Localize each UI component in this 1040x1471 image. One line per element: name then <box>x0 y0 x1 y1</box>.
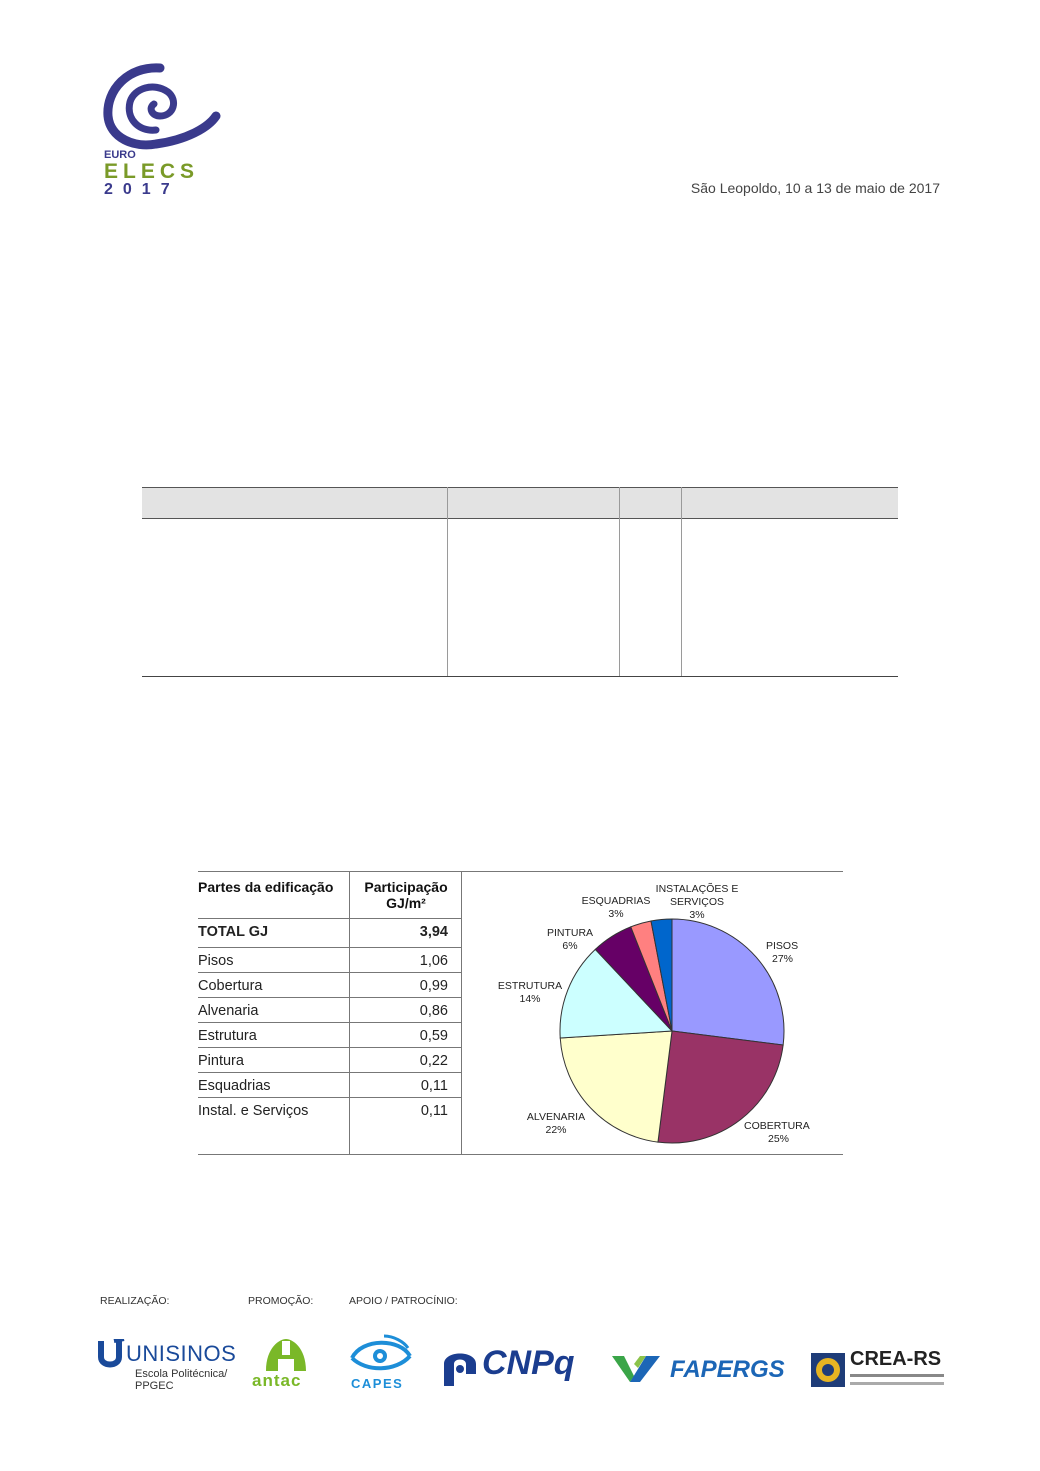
cnpq-emblem-icon <box>438 1342 482 1388</box>
row-name: Instal. e Serviços <box>198 1103 309 1119</box>
antac-logo <box>252 1337 327 1392</box>
table-row <box>198 1072 462 1098</box>
logo-elecs-text: ELECS <box>104 160 200 183</box>
logo-year-text: 2017 <box>104 181 180 198</box>
row-value: 0,99 <box>419 978 448 994</box>
pie-pct-estrutura: 14% <box>519 993 541 1005</box>
row-name: Estrutura <box>198 1028 257 1044</box>
crea-seal-icon <box>810 1352 846 1388</box>
pie-label-pisos: PISOS <box>766 940 799 952</box>
table-row <box>198 1047 462 1073</box>
row-value: 0,11 <box>420 1078 448 1094</box>
event-place-date: São Leopoldo, 10 a 13 de maio de 2017 <box>690 180 940 196</box>
crea-rs-logo <box>810 1350 946 1392</box>
antac-arch-icon <box>264 1337 308 1373</box>
table-row <box>198 972 462 998</box>
header-parts: Partes da edificação <box>198 879 334 895</box>
pie-pct-pisos: 27% <box>772 953 794 965</box>
pie-pct-pintura: 6% <box>562 940 578 952</box>
table-row <box>198 947 462 973</box>
pie-label-instalacoes-l1: INSTALAÇÕES E <box>655 883 739 895</box>
spiral-logo-icon <box>98 48 226 198</box>
crea-subtitle-bar <box>850 1374 944 1377</box>
empty-table-header <box>142 487 898 519</box>
crea-name: CREA-RS <box>850 1348 942 1370</box>
fapergs-chevron-icon <box>612 1354 664 1384</box>
row-name: Cobertura <box>198 978 263 994</box>
pie-label-pintura: PINTURA <box>546 927 594 939</box>
pie-pct-cobertura: 25% <box>768 1133 790 1145</box>
pie-pct-alvenaria: 22% <box>545 1124 567 1136</box>
pie-label-instalacoes-l2: SERVIÇOS <box>669 896 725 908</box>
row-name: Pintura <box>198 1053 244 1069</box>
antac-name: antac <box>252 1371 302 1390</box>
row-value: 0,59 <box>419 1028 448 1044</box>
row-value: 3,94 <box>419 924 448 940</box>
pie-label-cobertura: COBERTURA <box>744 1120 810 1132</box>
table-row <box>198 1097 462 1123</box>
unisinos-u-icon <box>98 1339 128 1371</box>
capes-name: CAPES <box>351 1376 404 1391</box>
pie-pct-instalacoes: 3% <box>689 909 705 921</box>
pie-label-esquadrias: ESQUADRIAS <box>581 895 651 907</box>
row-value: 1,06 <box>419 953 448 969</box>
row-value: 0,22 <box>419 1053 448 1069</box>
pie-slice-pisos <box>672 919 784 1045</box>
pie-pct-esquadrias: 3% <box>608 908 624 920</box>
empty-table-divider <box>619 487 620 676</box>
empty-table <box>142 487 898 677</box>
capes-logo <box>348 1332 414 1394</box>
unisinos-logo <box>98 1337 243 1397</box>
cnpq-logo <box>438 1340 590 1392</box>
pie-label-alvenaria: ALVENARIA <box>526 1111 586 1123</box>
cnpq-name: CNPq <box>482 1344 575 1382</box>
row-name: Esquadrias <box>198 1078 271 1094</box>
header-participation-line2: GJ/m² <box>386 895 426 911</box>
footer-label-apoio: APOIO / PATROCÍNIO: <box>349 1295 458 1307</box>
unisinos-sub1: Escola Politécnica/ <box>135 1368 228 1380</box>
logo-euro-text: EURO <box>104 149 136 161</box>
row-value: 0,86 <box>419 1003 448 1019</box>
table-row <box>198 997 462 1023</box>
pie-label-estrutura: ESTRUTURA <box>497 980 563 992</box>
table-row <box>198 1022 462 1048</box>
energy-pie-chart <box>464 871 842 1155</box>
capes-eye-icon <box>348 1332 414 1376</box>
empty-table-divider <box>681 487 682 676</box>
header-participation-line1: Participação <box>364 879 448 895</box>
row-value: 0,11 <box>420 1103 448 1119</box>
pie-slice-alvenaria <box>560 1031 672 1142</box>
unisinos-name: UNISINOS <box>126 1341 237 1366</box>
row-name: Pisos <box>198 953 234 969</box>
table-row <box>198 918 462 944</box>
empty-table-bottom-rule <box>142 676 898 677</box>
empty-table-divider <box>447 487 448 676</box>
footer-label-realizacao: REALIZAÇÃO: <box>100 1295 170 1307</box>
crea-subtitle-bar <box>850 1382 944 1385</box>
header-participation <box>350 879 462 911</box>
energy-figure <box>198 871 843 1155</box>
footer-label-promocao: PROMOÇÃO: <box>248 1295 314 1307</box>
euroelecs-logo <box>98 48 226 198</box>
unisinos-subtitle <box>135 1368 245 1392</box>
unisinos-sub2: PPGEC <box>135 1380 174 1392</box>
fapergs-name: FAPERGS <box>670 1356 785 1383</box>
row-name: TOTAL GJ <box>198 924 269 940</box>
fapergs-logo <box>612 1352 788 1386</box>
row-name: Alvenaria <box>198 1003 259 1019</box>
